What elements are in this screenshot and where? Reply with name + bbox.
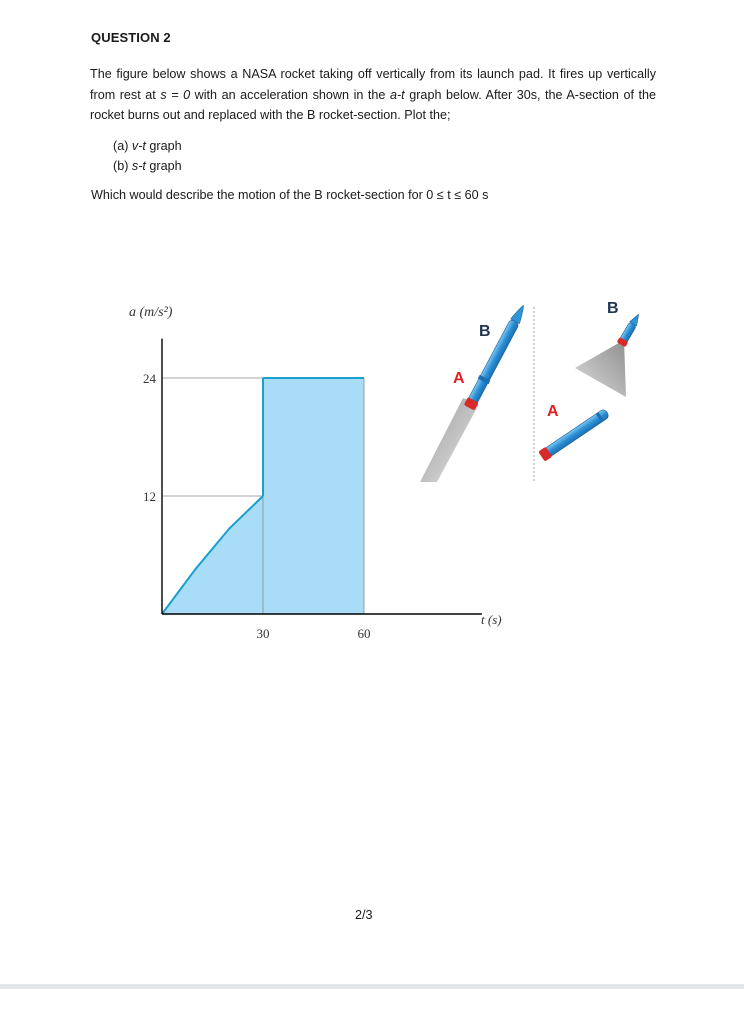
tick-label-y-12: 12 xyxy=(143,489,156,504)
item-b-suffix: graph xyxy=(145,159,182,173)
tick-label-y-24: 24 xyxy=(143,371,156,386)
item-a-var: v-t xyxy=(131,139,146,153)
label-b-right: B xyxy=(607,300,619,317)
tick-label-x-30: 30 xyxy=(256,626,270,641)
final-question: Which would describe the motion of the B rocket-section for 0 ≤ t ≤ 60 s xyxy=(91,188,489,202)
para-part-1: The figure below shows a NASA rocket taking off vertically from its launch pad. It fires up vertically from rest at xyxy=(90,67,656,102)
rocket-separation-illustration xyxy=(538,300,643,462)
y-axis-label: a (m/s²) xyxy=(129,305,173,320)
exhaust-plume-right xyxy=(575,340,626,397)
viewer-bottom-bar xyxy=(0,984,744,1024)
question-heading: QUESTION 2 xyxy=(91,30,171,45)
rocket-launch-illustration xyxy=(420,303,529,482)
rocket-b-right xyxy=(617,312,643,347)
label-a-left: A xyxy=(453,370,465,387)
item-b-var: s-t xyxy=(131,159,146,173)
exhaust-plume-left xyxy=(420,398,479,482)
para-var-at: a-t xyxy=(389,87,405,102)
tick-label-x-60: 60 xyxy=(357,626,371,641)
label-b-left: B xyxy=(479,323,491,340)
para-var-s: s = 0 xyxy=(160,87,191,102)
acceleration-time-chart xyxy=(129,305,502,641)
para-part-2: with an acceleration shown in the xyxy=(190,87,390,102)
item-a-suffix: graph xyxy=(145,139,182,153)
page-number: 2/3 xyxy=(355,908,373,922)
item-b-prefix: (b) xyxy=(113,159,132,173)
rocket-left xyxy=(464,303,529,411)
item-a-prefix: (a) xyxy=(113,139,132,153)
x-axis-label: t (s) xyxy=(481,612,502,627)
label-a-right: A xyxy=(547,403,559,420)
para-part-3: graph below. After 30s, the A-section of the rocket burns out and replaced with the B rocket-section. Plot the; xyxy=(90,87,657,122)
